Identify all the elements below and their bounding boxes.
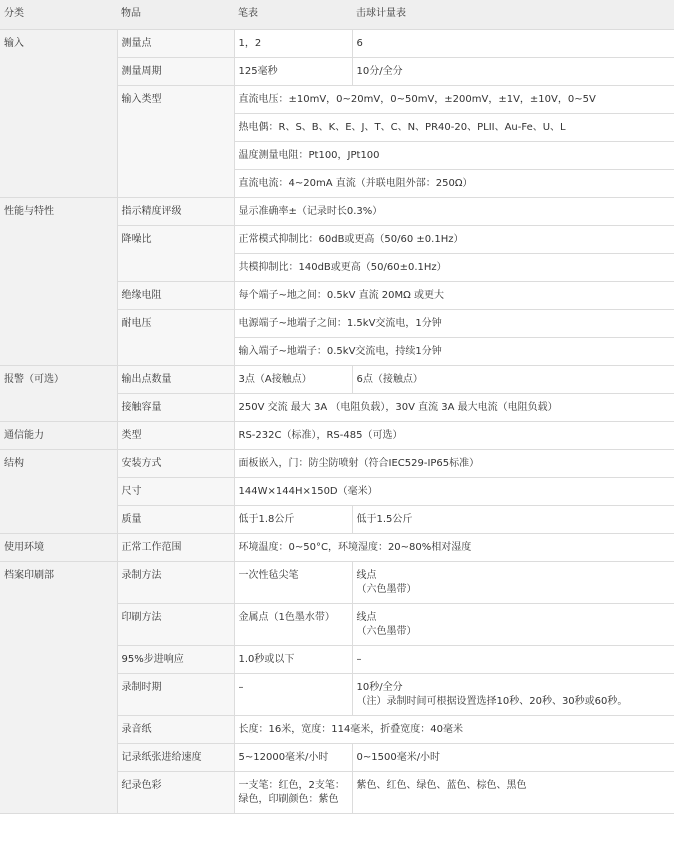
item-label: 测量点: [117, 30, 234, 58]
item-label: 安装方式: [117, 450, 234, 478]
table-row: [0, 198, 674, 226]
category-comm: 通信能力: [0, 422, 117, 450]
item-label: 纪录色彩: [117, 772, 234, 814]
value-span: 144W×144H×150D（毫米）: [234, 478, 674, 506]
value-span: 环境温度：0~50°C，环境湿度：20~80%相对湿度: [234, 534, 674, 562]
value-line: 10秒/全分: [356, 682, 403, 693]
value-span: 温度测量电阻：Pt100，JPt100: [234, 142, 674, 170]
category-printing: 档案印刷部: [0, 562, 117, 814]
item-label: 95%步进响应: [117, 646, 234, 674]
value-dot: [352, 562, 674, 604]
value-dot: [352, 674, 674, 716]
value-pen: 5~12000毫米/小时: [234, 744, 352, 772]
value-span: 输入端子~地端子：0.5kV交流电，持续1分钟: [234, 338, 674, 366]
value-span: RS-232C（标准），RS-485（可选）: [234, 422, 674, 450]
item-label: 指示精度评级: [117, 198, 234, 226]
value-span: 共模抑制比：140dB或更高（50/60±0.1Hz）: [234, 254, 674, 282]
value-span: 250V 交流 最大 3A （电阻负载），30V 直流 3A 最大电流（电阻负载）: [234, 394, 674, 422]
item-label: 质量: [117, 506, 234, 534]
value-pen: 一支笔：红色，2支笔：绿色，印刷颜色：紫色: [234, 772, 352, 814]
table-row: [0, 366, 674, 394]
value-line: （六色墨带）: [356, 584, 417, 595]
item-label: 印刷方法: [117, 604, 234, 646]
item-label: 记录纸张进给速度: [117, 744, 234, 772]
category-performance: 性能与特性: [0, 198, 117, 366]
table-row: [0, 562, 674, 604]
value-span: 热电偶：R、S、B、K、E、J、T、C、N、PR40-20、PLII、Au-Fe、U、L: [234, 114, 674, 142]
value-pen: 3点（A接触点）: [234, 366, 352, 394]
table-row: [0, 30, 674, 58]
category-structure: 结构: [0, 450, 117, 534]
item-label: 输出点数量: [117, 366, 234, 394]
table-row: [0, 534, 674, 562]
table-row: [0, 422, 674, 450]
value-dot: 低于1.5公斤: [352, 506, 674, 534]
item-label: 耐电压: [117, 310, 234, 366]
item-label: 测量周期: [117, 58, 234, 86]
value-span: 正常模式抑制比：60dB或更高（50/60 ±0.1Hz）: [234, 226, 674, 254]
header-row: [0, 0, 674, 30]
item-label: 录音纸: [117, 716, 234, 744]
item-label: 尺寸: [117, 478, 234, 506]
value-pen: –: [234, 674, 352, 716]
value-span: 直流电流：4~20mA 直流（并联电阻外部：250Ω）: [234, 170, 674, 198]
category-input: 输入: [0, 30, 117, 198]
item-label: 正常工作范围: [117, 534, 234, 562]
value-dot: –: [352, 646, 674, 674]
item-label: 类型: [117, 422, 234, 450]
value-span: 长度：16米，宽度：114毫米，折叠宽度：40毫米: [234, 716, 674, 744]
value-line: （六色墨带）: [356, 626, 417, 637]
value-line: 线点: [356, 570, 377, 581]
value-pen: 金属点（1色墨水带）: [234, 604, 352, 646]
item-label: 输入类型: [117, 86, 234, 198]
item-label: 接触容量: [117, 394, 234, 422]
value-dot: [352, 604, 674, 646]
value-dot: 0~1500毫米/小时: [352, 744, 674, 772]
value-dot: 6: [352, 30, 674, 58]
value-pen: 1，2: [234, 30, 352, 58]
header-pen: 笔表: [234, 0, 352, 30]
value-span: 面板嵌入，门：防尘防喷射（符合IEC529-IP65标准）: [234, 450, 674, 478]
item-label: 录制方法: [117, 562, 234, 604]
value-dot: 6点（接触点）: [352, 366, 674, 394]
item-label: 录制时期: [117, 674, 234, 716]
value-pen: 低于1.8公斤: [234, 506, 352, 534]
category-environment: 使用环境: [0, 534, 117, 562]
value-span: 直流电压：±10mV，0~20mV，0~50mV，±200mV，±1V，±10V，0~5V: [234, 86, 674, 114]
item-label: 降噪比: [117, 226, 234, 282]
value-span: 显示准确率±（记录时长0.3%）: [234, 198, 674, 226]
table-row: [0, 450, 674, 478]
category-alarm: 报警（可选）: [0, 366, 117, 422]
value-dot: 紫色、红色、绿色、蓝色、棕色、黑色: [352, 772, 674, 814]
value-line: （注）录制时间可根据设置选择10秒、20秒、30秒或60秒。: [356, 696, 628, 707]
header-dot: 击球计量表: [352, 0, 674, 30]
value-dot: 10分/全分: [352, 58, 674, 86]
value-pen: 一次性毡尖笔: [234, 562, 352, 604]
header-item: 物品: [117, 0, 234, 30]
value-span: 每个端子~地之间：0.5kV 直流 20MΩ 或更大: [234, 282, 674, 310]
header-category: 分类: [0, 0, 117, 30]
item-label: 绝缘电阻: [117, 282, 234, 310]
value-pen: 125毫秒: [234, 58, 352, 86]
value-pen: 1.0秒或以下: [234, 646, 352, 674]
value-line: 线点: [356, 612, 377, 623]
value-span: 电源端子~地端子之间：1.5kV交流电，1分钟: [234, 310, 674, 338]
